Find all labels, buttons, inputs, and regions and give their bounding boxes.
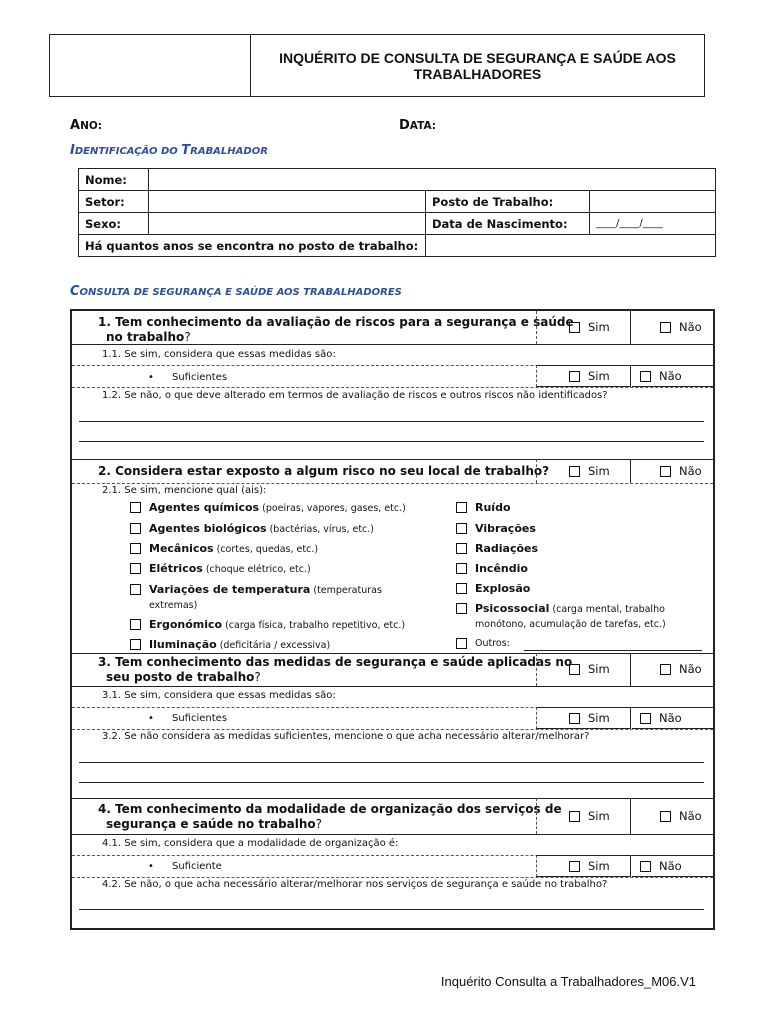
- q4-suficiente-nao[interactable]: Não: [640, 859, 682, 873]
- document-footer: Inquérito Consulta a Trabalhadores_M06.V1: [440, 974, 696, 989]
- checkbox-icon[interactable]: [130, 543, 141, 554]
- posto-field[interactable]: [590, 191, 716, 213]
- risk-iluminacao[interactable]: Iluminação (deficitária / excessiva): [130, 638, 330, 653]
- q4-sub2: 4.2. Se não, o que acha necessário alterar/melhorar nos serviços de segurança e saúde no trabalho?: [102, 879, 608, 890]
- q1-sub-sim-cell: [536, 365, 631, 387]
- checkbox-icon[interactable]: [640, 861, 651, 872]
- q4-sim-cell: [536, 798, 631, 834]
- q3-sub1: 3.1. Se sim, considera que essas medidas são:: [102, 690, 336, 701]
- consultation-form: [70, 309, 715, 930]
- ano-label: ANO:: [70, 118, 102, 133]
- sexo-label: Sexo:: [79, 213, 149, 235]
- q1-sub1: 1.1. Se sim, considera que essas medidas são:: [102, 349, 336, 360]
- q3-suficientes-label: Suficientes: [172, 713, 228, 724]
- checkbox-icon[interactable]: [640, 713, 651, 724]
- q4-sub1: 4.1. Se sim, considera que a modalidade de organização é:: [102, 838, 399, 849]
- q3-nao-cell: [632, 653, 713, 686]
- checkbox-icon[interactable]: [456, 502, 467, 513]
- divider: [72, 686, 713, 687]
- checkbox-icon[interactable]: [456, 563, 467, 574]
- q1-suficientes-label: Suficientes: [172, 372, 228, 383]
- risk-ergonomico[interactable]: Ergonómico (carga física, trabalho repetitivo, etc.): [130, 618, 405, 633]
- checkbox-icon[interactable]: [569, 466, 580, 477]
- q1-nao-cell: [632, 311, 713, 344]
- checkbox-icon[interactable]: [569, 664, 580, 675]
- checkbox-icon[interactable]: [660, 322, 671, 333]
- q4-nao-option[interactable]: Não: [660, 809, 702, 823]
- q1-sim-cell: [536, 311, 631, 344]
- answer-line[interactable]: [79, 909, 704, 910]
- bullet: •: [148, 372, 154, 383]
- checkbox-icon[interactable]: [456, 603, 467, 614]
- divider: [72, 834, 713, 835]
- divider: [72, 877, 713, 878]
- checkbox-icon[interactable]: [569, 713, 580, 724]
- checkbox-icon[interactable]: [130, 502, 141, 513]
- divider: [72, 483, 713, 484]
- q2-sim-option[interactable]: Sim: [569, 464, 610, 478]
- data-label: DATA:: [399, 118, 436, 133]
- anos-posto-field[interactable]: [426, 235, 716, 257]
- q3-sub-nao-cell: [632, 707, 713, 729]
- risk-mecanicos[interactable]: Mecânicos (cortes, quedas, etc.): [130, 542, 318, 557]
- checkbox-icon[interactable]: [130, 563, 141, 574]
- checkbox-icon[interactable]: [660, 664, 671, 675]
- checkbox-icon[interactable]: [130, 584, 141, 595]
- checkbox-icon[interactable]: [569, 811, 580, 822]
- q4-sim-option[interactable]: Sim: [569, 809, 610, 823]
- q3-suficientes-nao[interactable]: Não: [640, 711, 682, 725]
- anos-posto-label: Há quantos anos se encontra no posto de trabalho:: [79, 235, 426, 257]
- identification-table: [78, 168, 716, 257]
- section-title-identificacao: IDENTIFICAÇÃO DO TRABALHADOR: [70, 143, 268, 158]
- question-3: 3. Tem conhecimento das medidas de segurança e saúde aplicadas no seu posto de trabalho?: [98, 655, 573, 684]
- answer-line[interactable]: [79, 421, 704, 422]
- q3-suficientes-sim[interactable]: Sim: [569, 711, 610, 725]
- q2-sim-cell: [536, 459, 631, 483]
- answer-line[interactable]: [79, 782, 704, 783]
- question-1: 1. Tem conhecimento da avaliação de riscos para a segurança e saúde no trabalho?: [98, 315, 574, 344]
- bullet: •: [148, 861, 154, 872]
- document-header: [49, 34, 705, 97]
- q4-suficiente-label: Suficiente: [172, 861, 222, 872]
- question-4: 4. Tem conhecimento da modalidade de organização dos serviços de segurança e saúde no trabalho?: [98, 802, 562, 831]
- checkbox-icon[interactable]: [456, 543, 467, 554]
- checkbox-icon[interactable]: [130, 619, 141, 630]
- checkbox-icon[interactable]: [456, 638, 467, 649]
- q2-sub1: 2.1. Se sim, mencione qual (ais):: [102, 485, 267, 496]
- checkbox-icon[interactable]: [569, 322, 580, 333]
- setor-field[interactable]: [149, 191, 426, 213]
- nome-label: Nome:: [79, 169, 149, 191]
- checkbox-icon[interactable]: [130, 639, 141, 650]
- divider: [72, 729, 713, 730]
- data-nascimento-field[interactable]: ____/____/____: [590, 213, 716, 235]
- outros-line[interactable]: [524, 650, 702, 651]
- checkbox-icon[interactable]: [456, 583, 467, 594]
- setor-label: Setor:: [79, 191, 149, 213]
- answer-line[interactable]: [79, 762, 704, 763]
- checkbox-icon[interactable]: [569, 371, 580, 382]
- risk-psicossocial[interactable]: Psicossocial (carga mental, trabalho monótono, acumulação de tarefas, etc.): [456, 602, 666, 632]
- risk-incendio[interactable]: Incêndio: [456, 562, 528, 576]
- document-title: INQUÉRITO DE CONSULTA DE SEGURANÇA E SAÚDE AOS TRABALHADORES: [279, 49, 676, 82]
- answer-line[interactable]: [79, 441, 704, 442]
- q3-sub-sim-cell: [536, 707, 631, 729]
- checkbox-icon[interactable]: [130, 523, 141, 534]
- q4-sub-sim-cell: [536, 855, 631, 877]
- checkbox-icon[interactable]: [456, 523, 467, 534]
- q4-suficiente-sim[interactable]: Sim: [569, 859, 610, 873]
- nome-field[interactable]: [149, 169, 716, 191]
- q4-sub-nao-cell: [632, 855, 713, 877]
- q2-nao-cell: [632, 459, 713, 483]
- q1-sim-option[interactable]: Sim: [569, 320, 610, 334]
- checkbox-icon[interactable]: [569, 861, 580, 872]
- posto-label: Posto de Trabalho:: [426, 191, 590, 213]
- data-nascimento-label: Data de Nascimento:: [426, 213, 590, 235]
- risk-variacoes-temperatura[interactable]: Variações de temperatura (temperaturas extremas): [130, 583, 382, 613]
- q1-sub-nao-cell: [632, 365, 713, 387]
- question-2: 2. Considera estar exposto a algum risco no seu local de trabalho?: [98, 464, 550, 478]
- risk-outros[interactable]: Outros:: [456, 637, 510, 651]
- q1-nao-option[interactable]: Não: [660, 320, 702, 334]
- q1-suficientes-sim[interactable]: Sim: [569, 369, 610, 383]
- bullet: •: [148, 713, 154, 724]
- risk-agentes-biologicos[interactable]: Agentes biológicos (bactérias, vírus, etc.): [130, 522, 374, 537]
- q3-sim-cell: [536, 653, 631, 686]
- logo-placeholder: [50, 35, 251, 96]
- q2-nao-option[interactable]: Não: [660, 464, 702, 478]
- risk-explosao[interactable]: Explosão: [456, 582, 530, 596]
- risk-ruido[interactable]: Ruído: [456, 501, 511, 515]
- checkbox-icon[interactable]: [660, 466, 671, 477]
- q1-sub2: 1.2. Se não, o que deve alterado em termos de avaliação de riscos e outros riscos não identificados?: [102, 390, 608, 401]
- risk-agentes-quimicos[interactable]: Agentes químicos (poeiras, vapores, gases, etc.): [130, 501, 406, 516]
- checkbox-icon[interactable]: [660, 811, 671, 822]
- q3-sim-option[interactable]: Sim: [569, 662, 610, 676]
- q1-suficientes-nao[interactable]: Não: [640, 369, 682, 383]
- risk-vibracoes[interactable]: Vibrações: [456, 522, 536, 536]
- divider: [72, 344, 713, 345]
- q3-nao-option[interactable]: Não: [660, 662, 702, 676]
- risk-eletricos[interactable]: Elétricos (choque elétrico, etc.): [130, 562, 311, 577]
- section-title-consulta: CONSULTA DE SEGURANÇA E SAÚDE AOS TRABALHADORES: [70, 284, 402, 299]
- sexo-field[interactable]: [149, 213, 426, 235]
- checkbox-icon[interactable]: [640, 371, 651, 382]
- divider: [72, 387, 713, 388]
- risk-radiacoes[interactable]: Radiações: [456, 542, 538, 556]
- q3-sub2: 3.2. Se não considera as medidas suficientes, mencione o que acha necessário alterar/melhorar?: [102, 731, 590, 742]
- q4-nao-cell: [632, 798, 713, 834]
